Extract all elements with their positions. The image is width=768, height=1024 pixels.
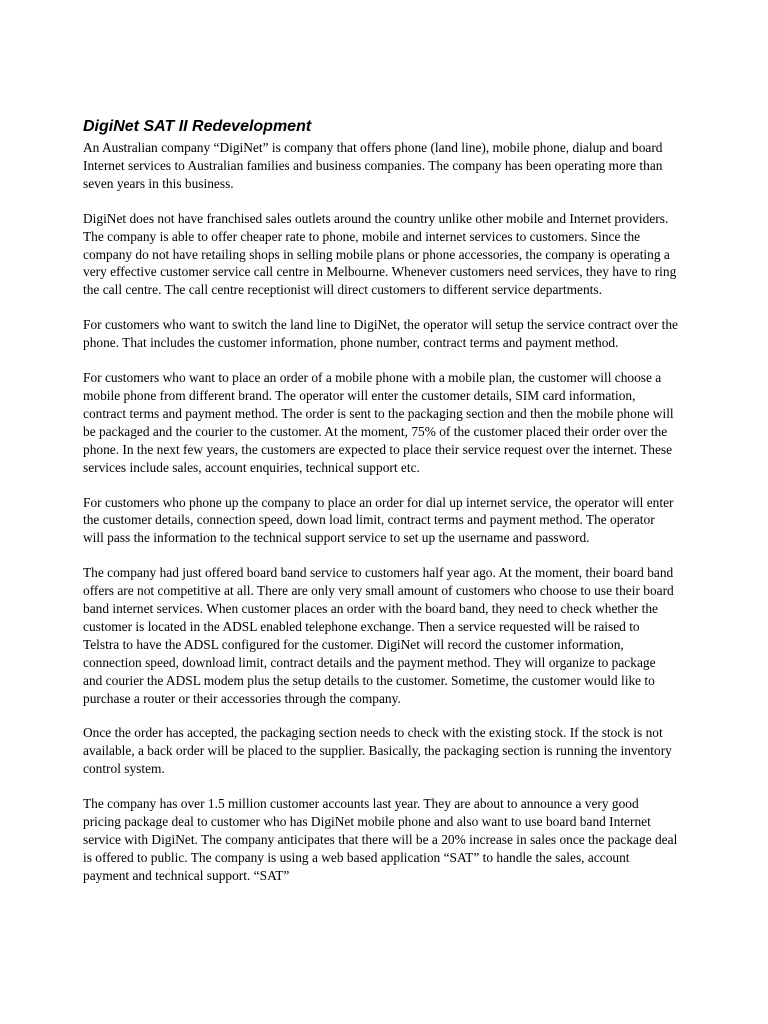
document-body bbox=[83, 117, 678, 902]
paragraph-intro: An Australian company “DigiNet” is company that offers phone (land line), mobile phone, dialup and board Internet services to Australian families and business companies. The company has been operating more than seven years in this business. bbox=[83, 140, 663, 191]
paragraph-mobile-orders: For customers who want to place an order of a mobile phone with a mobile plan, the customer will choose a mobile phone from different brand. The operator will enter the customer details, SIM card information, contract terms and payment method. The order is sent to the packaging section and then the mobile phone will be packaged and the courier to the customer. At the moment, 75% of the customer placed their order over the phone. In the next few years, the customers are expected to place their service request over the internet. These services include sales, account enquiries, technical support etc. bbox=[83, 370, 674, 475]
paragraph-packaging: Once the order has accepted, the packaging section needs to check with the existing stock. If the stock is not available, a back order will be placed to the supplier. Basically, the packaging section is running the inventory control system. bbox=[83, 725, 672, 777]
paragraph-broadband: The company had just offered board band service to customers half year ago. At the moment, their board band offers are not competitive at all. There are only very small amount of customers who choose to use their board band internet services. When customer places an order with the board band, they need to check whether the customer is located in the ADSL enabled telephone exchange. Then a service requested will be raised to Telstra to have the ADSL configured for the customer. DigiNet will record the customer information, connection speed, download limit, contract details and the payment method. They will organize to package and courier the ADSL modem plus the setup details to the customer. Sometime, the customer would like to purchase a router or their accessories through the company. bbox=[83, 565, 674, 706]
paragraph-package-deal: The company has over 1.5 million customer accounts last year. They are about to announce a very good pricing package deal to customer who has DigiNet mobile phone and also want to use board band Internet service with DigiNet. The company anticipates that there will be a 20% increase in sales once the package deal is offered to public. The company is using a web based application “SAT” to handle the sales, account payment and technical support. “SAT” bbox=[83, 796, 678, 883]
paragraph-call-centre: DigiNet does not have franchised sales outlets around the country unlike other mobile and Internet providers. The company is able to offer cheaper rate to phone, mobile and internet services to customers. Since the company do not have retailing shops in selling mobile plans or phone accessories, the company is operating a very effective customer service call centre in Melbourne. Whenever customers need services, they have to ring the call centre. The call centre receptionist will direct customers to different service departments. bbox=[83, 210, 677, 298]
document-title: DigiNet SAT II Redevelopment bbox=[83, 118, 312, 135]
paragraph-dial-up: For customers who phone up the company to place an order for dial up internet service, the operator will enter the customer details, connection speed, down load limit, contract terms and payment method. The operator will pass the information to the technical support service to set up the username and password. bbox=[83, 494, 674, 546]
paragraph-land-line: For customers who want to switch the land line to DigiNet, the operator will setup the service contract over the phone. That includes the customer information, phone number, contract terms and payment method. bbox=[83, 317, 678, 351]
